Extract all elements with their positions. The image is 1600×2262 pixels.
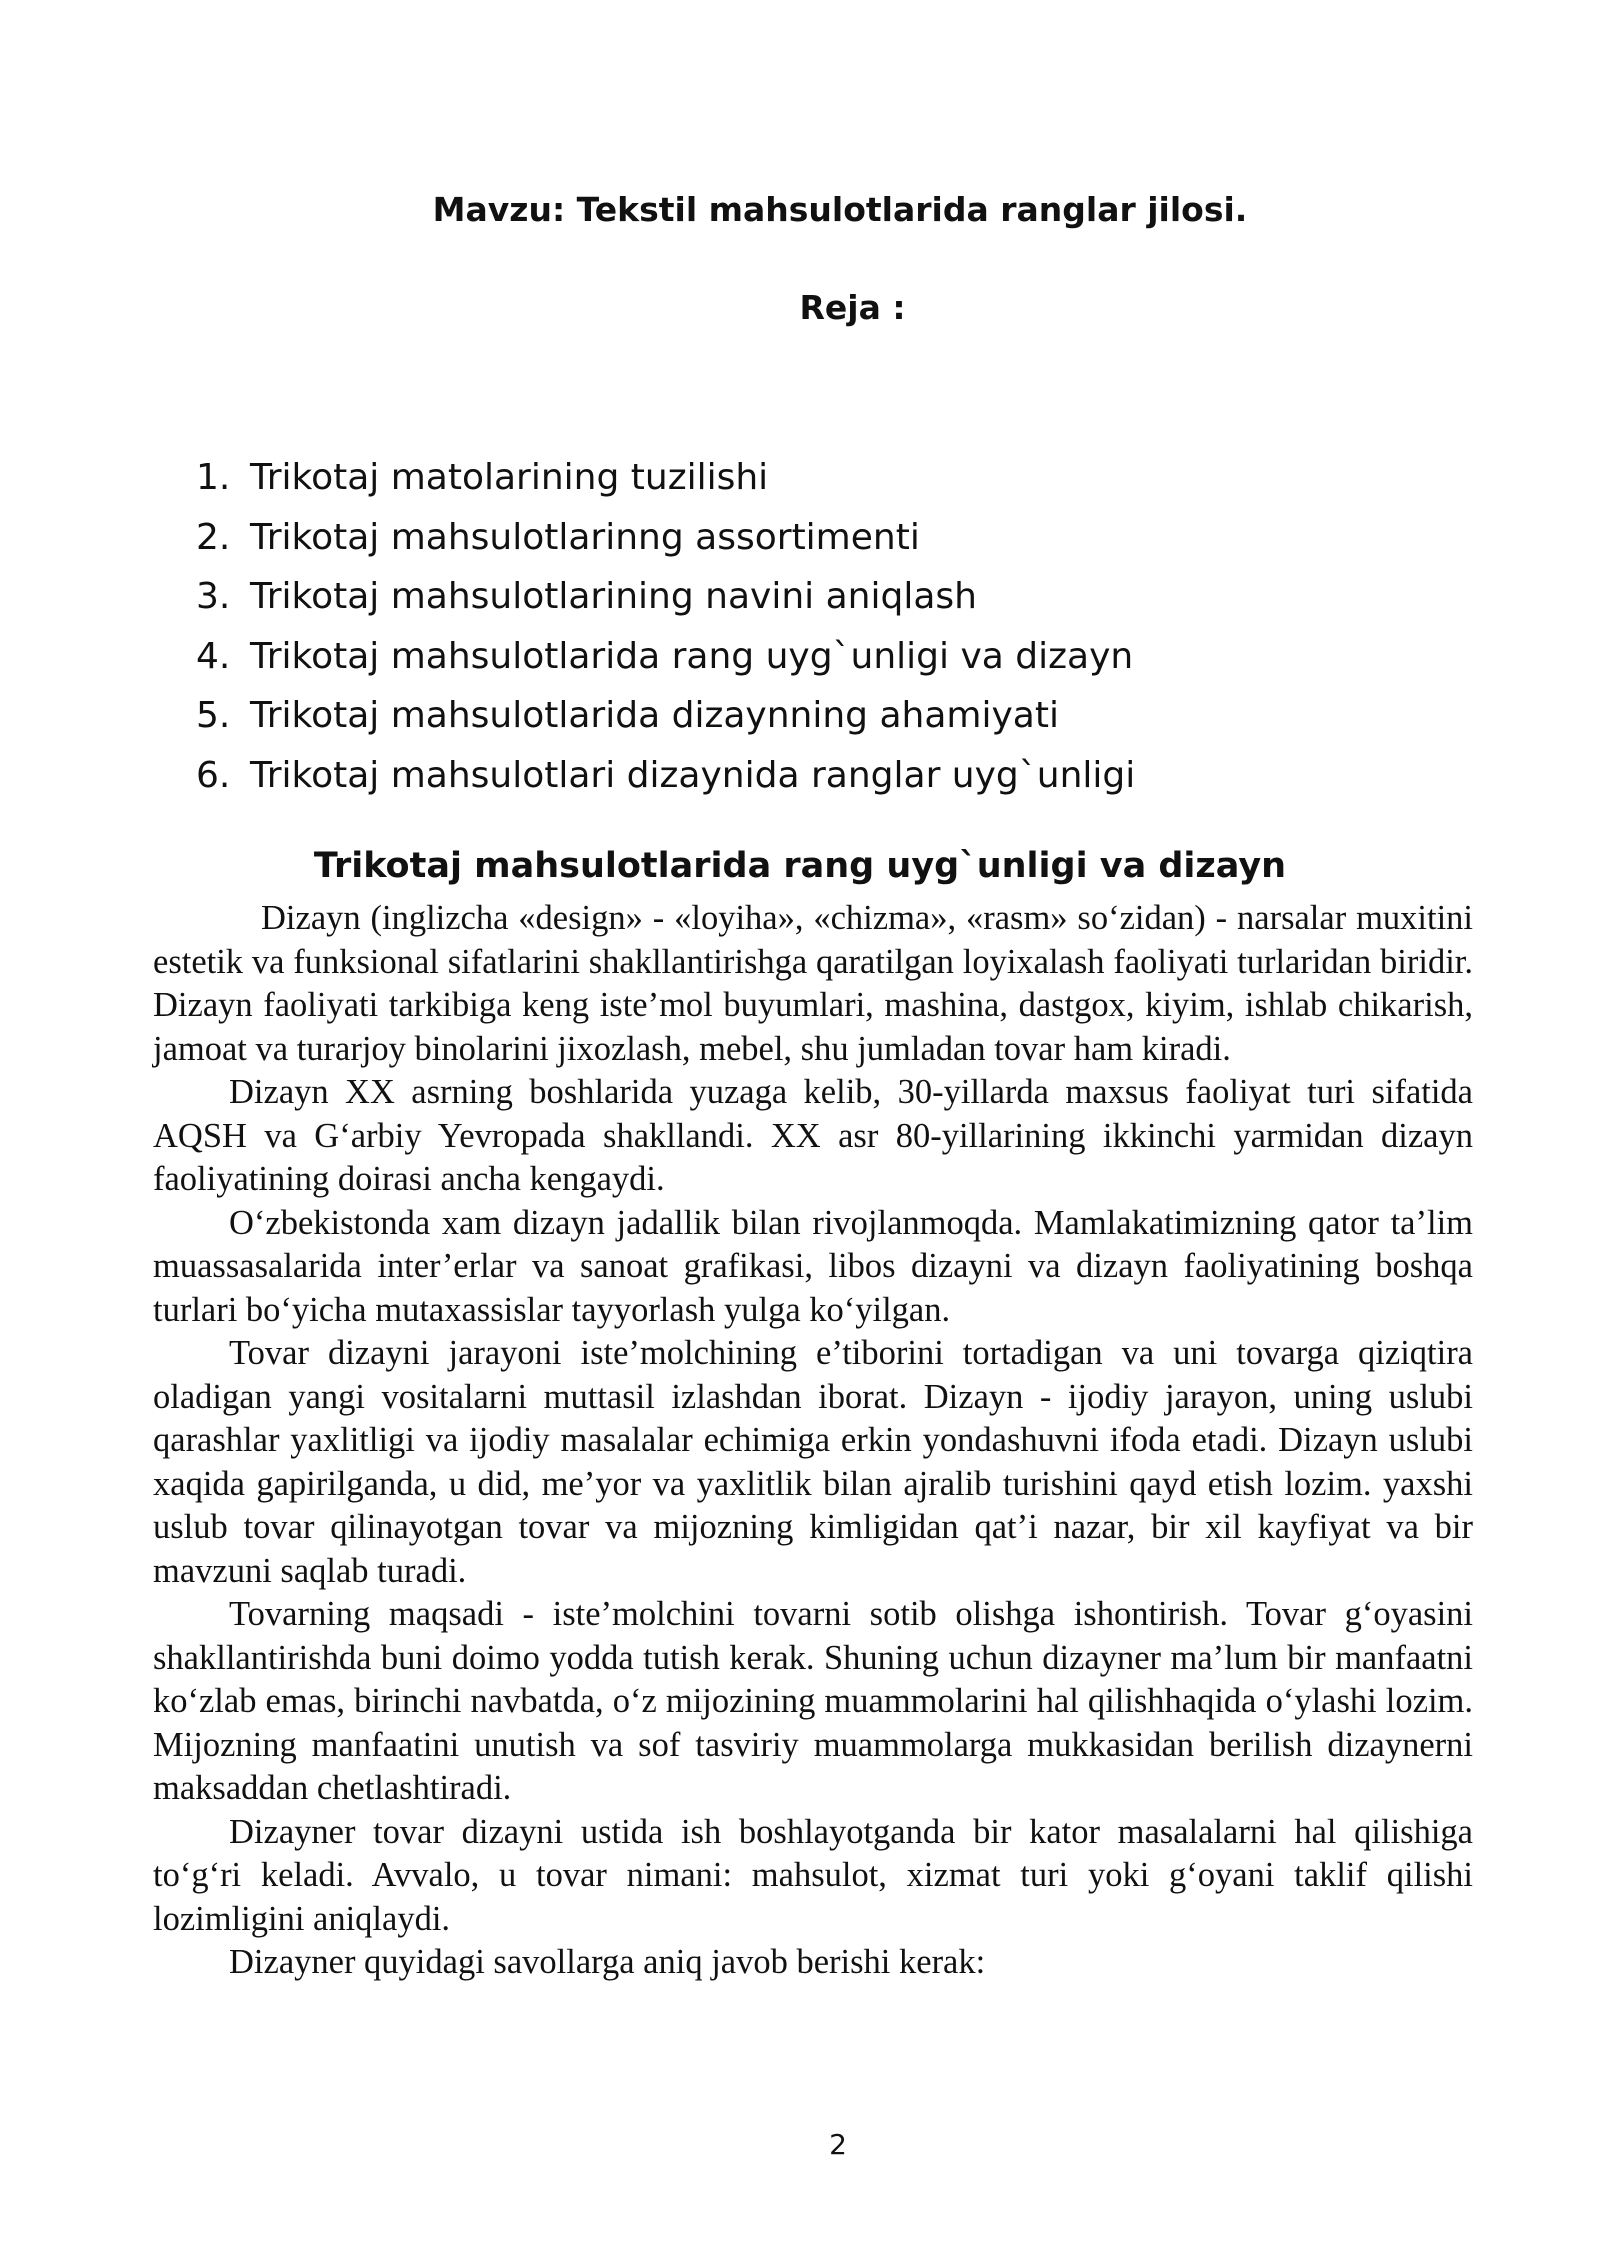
plan-item	[196, 448, 1135, 508]
plan-item-number: 6.	[196, 754, 231, 796]
plan-item	[196, 686, 1135, 746]
plan-item	[196, 567, 1135, 627]
body-paragraph: Tovar dizayni jarayoni iste’molchining e’tiborini tortadigan va uni tovarga qiziqtira oladigan yangi vositalarni muttasil izlashdan iborat. Dizayn - ijodiy jarayon, uning uslubi qarashlar yaxlitligi va ijodiy masalalar echimiga erkin yondashuvni ifoda etadi. Dizayn uslubi xaqida gapirilganda, u did, me’yor va yaxlitlik bilan ajralib turishini qayd etish lozim. yaxshi uslub tovar qilinayotgan tovar va mijozning kimligidan qat’i nazar, bir xil kayfiyat va bir mavzuni saqlab turadi.	[153, 1334, 1473, 1590]
body-paragraph: Dizayn (inglizcha «design» - «loyiha», «chizma», «rasm» so‘zidan) - narsalar muxitini estetik va funksional sifatlarini shakllantirishga qaratilgan loyixalash faoliyati turlaridan biridir. Dizayn faoliyati tarkibiga keng iste’mol buyumlari, mashina, dastgox, kiyim, ishlab chikarish, jamoat va turarjoy binolarini jixozlash, mebel, shu jumladan tovar ham kiradi.	[153, 899, 1473, 1068]
body-text	[153, 897, 1473, 1985]
plan-item	[196, 746, 1135, 806]
plan-item	[196, 627, 1135, 687]
plan-heading: Reja :	[799, 288, 906, 327]
plan-item-text: Trikotaj mahsulotlarinng assortimenti	[250, 516, 920, 558]
body-paragraph: Dizayn XX asrning boshlarida yuzaga kelib, 30-yillarda maxsus faoliyat turi sifatida AQSH va G‘arbiy Yevropada shakllandi. XX asr 80-yillarining ikkinchi yarmidan dizayn faoliyatining doirasi ancha kengaydi.	[153, 1073, 1473, 1198]
body-paragraph: Dizayner tovar dizayni ustida ish boshlayotganda bir kator masalalarni hal qilishiga to‘g‘ri keladi. Avvalo, u tovar nimani: mahsulot, xizmat turi yoki g‘oyani taklif qilishi lozimligini aniqlaydi.	[153, 1812, 1473, 1938]
plan-item-text: Trikotaj matolarining tuzilishi	[250, 457, 769, 498]
section-heading: Trikotaj mahsulotlarida rang uyg`unligi va dizayn	[313, 846, 1287, 886]
plan-item-number: 3.	[196, 576, 231, 617]
plan-item-text: Trikotaj mahsulotlarining navini aniqlash	[250, 576, 977, 617]
body-paragraph: Dizayner quyidagi savollarga aniq javob berishi kerak:	[229, 1943, 986, 1981]
plan-item-number: 1.	[196, 457, 231, 498]
plan-item-text: Trikotaj mahsulotlarida dizaynning ahamiyati	[250, 695, 1059, 736]
page-number: 2	[829, 2128, 847, 2161]
plan-item-number: 2.	[196, 516, 231, 558]
plan-item-number: 4.	[196, 635, 231, 677]
plan-item	[196, 508, 1135, 568]
body-paragraph: Tovarning maqsadi - iste’molchini tovarni sotib olishga ishontirish. Tovar g‘oyasini shakllantirishda buni doimo yodda tutish kerak. Shuning uchun dizayner ma’lum bir manfaatni ko‘zlab emas, birinchi navbatda, o‘z mijozining muammolarini hal qilishhaqida o‘ylashi lozim. Mijozning manfaatini unutish va sof tasviriy muammolarga mukkasidan berilish dizaynerni maksaddan chetlashtiradi.	[153, 1595, 1473, 1807]
document-title: Mavzu: Tekstil mahsulotlarida ranglar jilosi.	[432, 190, 1248, 229]
plan-list	[196, 448, 1135, 805]
body-paragraph: O‘zbekistonda xam dizayn jadallik bilan rivojlanmoqda. Mamlakatimizning qator ta’lim muassasalarida inter’erlar va sanoat grafikasi, libos dizayni va dizayn faoliyatining boshqa turlari bo‘yicha mutaxassislar tayyorlash yulga ko‘yilgan.	[153, 1203, 1473, 1329]
plan-item-number: 5.	[196, 695, 231, 736]
plan-item-text: Trikotaj mahsulotlarida rang uyg`unligi va dizayn	[250, 635, 1134, 677]
plan-item-text: Trikotaj mahsulotlari dizaynida ranglar uyg`unligi	[250, 754, 1136, 796]
